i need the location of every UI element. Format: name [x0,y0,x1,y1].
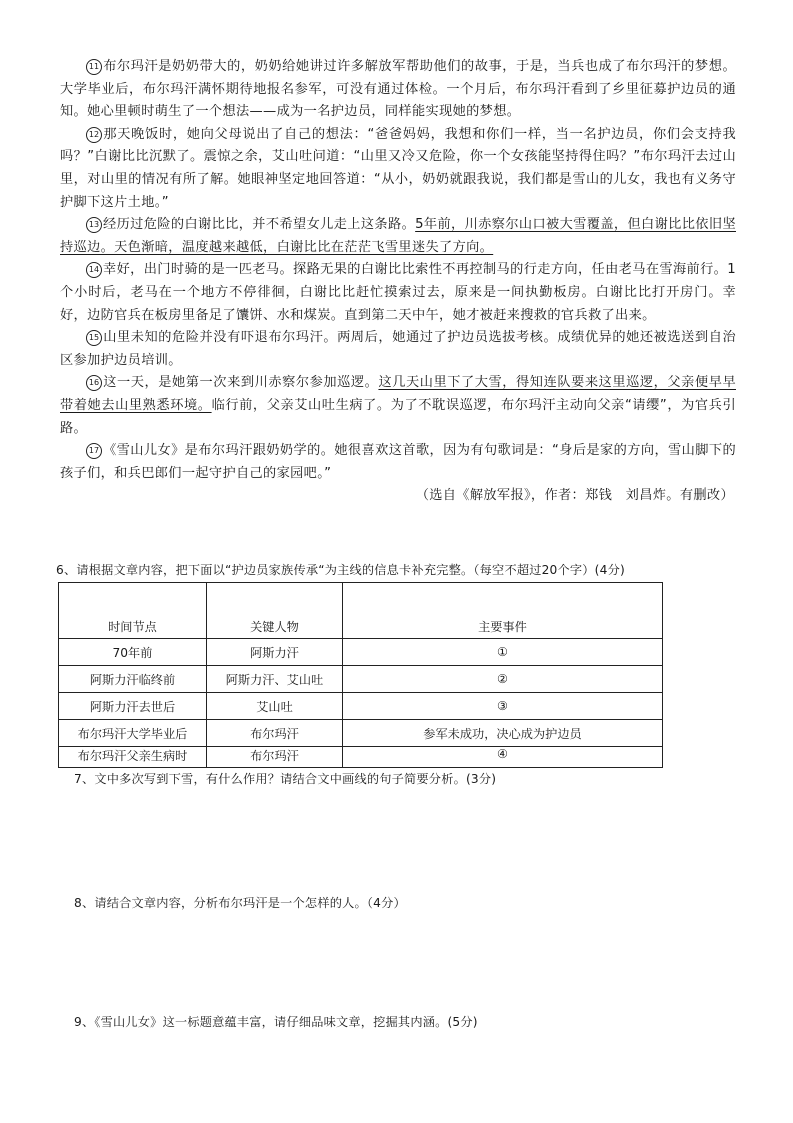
paragraph-text: 山里未知的危险并没有吓退布尔玛汗。两周后，她通过了护边员选拔考核。成绩优异的她还被选送到自治区参加护边员培训。 [60,330,736,368]
table-cell [207,639,343,666]
table-cell [59,747,207,768]
cell-text: 70年前 [112,645,153,660]
source-citation: （选自《解放军报》，作者：郑钱 刘昌炸。有删改） [415,488,734,504]
paragraph-number: 14 [86,262,102,278]
cell-text: 布尔玛汗 [250,749,299,763]
paragraph [60,259,736,327]
table-cell [207,693,343,720]
question-8: 8、请结合文章内容，分析布尔玛汗是一个怎样的人。（4分） [74,896,406,910]
table-row [59,747,663,768]
table-row [59,639,663,666]
blank-marker: ① [497,645,508,659]
table-cell [59,720,207,747]
table-cell[interactable] [343,639,663,666]
paragraph-text: 那天晚饭时，她向父母说出了自己的想法：“爸爸妈妈，我想和你们一样，当一名护边员，你们会支持我吗？”白谢比比沉默了。震惊之余，艾山吐问道：“山里又冷又危险，你一个女孩能坚持得住吗？”布尔玛汗去过山里，对山里的情况有所了解。她眼神坚定地回答道：“从小，奶奶就跟我说，我们都是雪山的儿女，我也有义务守护脚下这片土地。” [60,126,736,210]
table-header-cell: 时间节点 [59,583,207,639]
cell-text: 阿斯力汗 [250,645,299,660]
info-card-table [58,582,663,768]
paragraph [60,124,736,214]
paragraph-text: 这一天，是她第一次来到川赤察尔参加巡逻。 [103,375,379,391]
paragraph [60,440,736,485]
table-row [59,693,663,720]
paragraph [60,56,736,124]
table-cell[interactable] [343,666,663,693]
paragraph-number: 16 [86,375,102,391]
cell-text: 布尔玛汗 [250,726,299,741]
table-cell [207,666,343,693]
question-9: 9、《雪山儿女》这一标题意蕴丰富，请仔细品味文章，挖掘其内涵。(5分) [74,1015,478,1029]
table-cell[interactable] [343,747,663,768]
blank-marker: ③ [497,699,508,713]
underlined-sentence: 这几天山里下了大雪，得知连队要来这里巡逻，父亲便早早带着她去山里熟悉环境。 [60,375,736,413]
paragraph-number: 13 [86,217,102,233]
table-cell [59,666,207,693]
table-cell [343,720,663,747]
paragraph-number: 12 [86,127,102,143]
paragraph-text: 《雪山儿女》是布尔玛汗跟奶奶学的。她很喜欢这首歌，因为有句歌词是：“身后是家的方向，雪山脚下的孩子们，和兵巴郎们一起守护自己的家园吧。” [60,443,736,481]
cell-text: 阿斯力汗、艾山吐 [225,672,324,687]
cell-text: 布尔玛汗父亲生病时 [77,749,188,763]
table-header-cell: 关键人物 [207,583,343,639]
table-row [59,720,663,747]
table-cell[interactable] [343,693,663,720]
cell-text: 布尔玛汗大学毕业后 [77,726,188,741]
paragraph-text: 幸好，出门时骑的是一匹老马。探路无果的白谢比比索性不再控制马的行走方向，任由老马在雪海前行。1个小时后，老马在一个地方不停徘徊，白谢比比赶忙摸索过去，原来是一间执勤板房。白谢比比打开房门。幸好，边防官兵在板房里备足了馕饼、水和煤炭。直到第二天中午，她才被赶来搜救的官兵救了出来。 [60,262,736,323]
paragraph [60,372,736,440]
underlined-sentence: 5年前，川赤察尔山口被大雪覆盖，但白谢比比依旧坚持巡边。天色渐暗，温度越来越低，白谢比比在茫茫飞雪里迷失了方向。 [60,217,736,255]
cell-text: 阿斯力汗去世后 [89,699,176,714]
table-cell [59,639,207,666]
table-header-row [59,583,663,639]
article-passage [60,56,736,508]
question-7: 7、文中多次写到下雪，有什么作用？请结合文中画线的句子简要分析。(3分) [74,772,497,786]
cell-text: 艾山吐 [256,699,293,714]
table-header-cell: 主要事件 [343,583,663,639]
paragraph-text: 临行前，父亲艾山吐生病了。为了不耽误巡逻，布尔玛汗主动向父亲“请缨”，为官兵引路。 [60,397,736,436]
paragraph-number: 17 [86,443,102,459]
table-cell [207,747,343,768]
table-row [59,666,663,693]
blank-marker: ② [497,672,508,686]
cell-text: 参军未成功，决心成为护边员 [423,726,582,741]
paragraph [60,327,736,372]
paragraph-text: 布尔玛汗是奶奶带大的，奶奶给她讲过许多解放军帮助他们的故事，于是，当兵也成了布尔玛汗的梦想。大学毕业后，布尔玛汗满怀期待地报名参军，可没有通过体检。一个月后，布尔玛汗看到了乡里征募护边员的通知。她心里顿时萌生了一个想法——成为一名护边员，同样能实现她的梦想。 [60,59,736,120]
table-cell [59,693,207,720]
cell-text: 阿斯力汗临终前 [89,672,176,687]
blank-marker: ④ [497,747,508,761]
paragraph [60,214,736,259]
question-6: 6、请根据文章内容，把下面以“护边员家族传承“为主线的信息卡补充完整。（每空不超过20个字）(4分) [56,563,625,577]
paragraph-text: 经历过危险的白谢比比，并不希望女儿走上这条路。 [103,217,416,233]
table-cell [207,720,343,747]
paragraph-number: 15 [86,330,102,346]
paragraph-number: 11 [86,59,102,75]
